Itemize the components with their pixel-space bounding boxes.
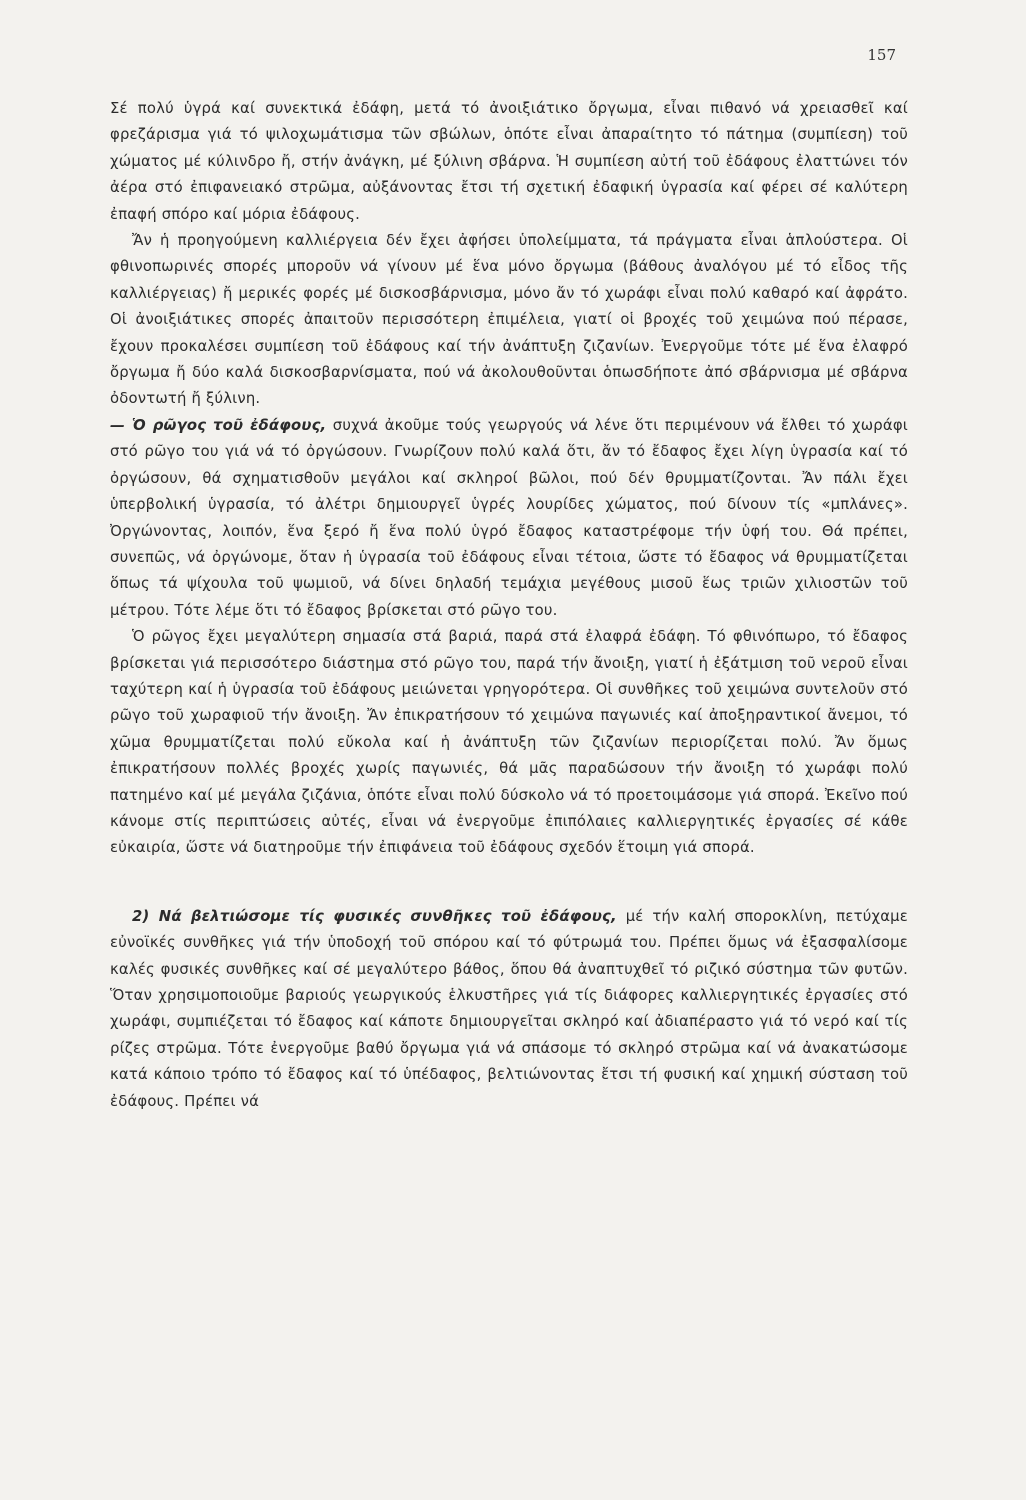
tilth-text: συχνά ἀκοῦμε τούς γεωργούς νά λένε ὅτι περιμένουν νά ἔλθει τό χωράφι στό ρῶγο του γιά νά τό ὀργώσουν. Γνωρίζουν πολύ καλά ὅτι, ἄν τό ἔδαφος ἔχει λίγη ὑγρασία καί τό ὀργώσουν, θά σχηματισθοῦν μεγάλοι καί σκληροί βῶλοι, πού δέν θρυμματίζονται. Ἄν πάλι ἔχει ὑπερβολική ὑγρασία, τό ἀλέτρι δημιουργεῖ ὑγρές λουρίδες χώματος, πού δίνουν τίς «μπλάνες». Ὀργώνοντας, λοιπόν, ἕνα ξερό ἤ ἕνα πολύ ὑγρό ἔδαφος καταστρέφομε τήν ὑφή του. Θά πρέπει, συνεπῶς, νά ὀργώνομε, ὅταν ἡ ὑγρασία τοῦ ἐδάφους εἶναι τέτοια, ὥστε τό ἔδαφος νά θρυμματίζεται ὅπως τά ψίχουλα τοῦ ψωμιοῦ, νά δίνει δηλαδή τεμάχια μεγέθους μισοῦ ἕως τριῶν χιλιοστῶν τοῦ μέτρου. Τότε λέμε ὅτι τό ἔδαφος βρίσκεται στό ρῶγο του. bbox=[110, 416, 908, 619]
paragraph-physical-conditions bbox=[110, 904, 908, 1115]
tilth-heading: — Ὁ ρῶγος τοῦ ἐδάφους, bbox=[110, 416, 327, 434]
section-spacer bbox=[110, 862, 908, 904]
body-text bbox=[110, 96, 908, 1115]
physical-conditions-heading: 2) Νά βελτιώσομε τίς φυσικές συνθῆκες τοῦ ἐδάφους, bbox=[132, 907, 617, 925]
paragraph-soil-tilth bbox=[110, 413, 908, 624]
page-number: 157 bbox=[867, 46, 896, 64]
physical-conditions-text: μέ τήν καλή σποροκλίνη, πετύχαμε εὐνοϊκές συνθῆκες γιά τήν ὑποδοχή τοῦ σπόρου καί τό φύτρωμά του. Πρέπει ὅμως νά ἐξασφαλίσομε καλές φυσικές συνθῆκες καί σέ μεγαλύτερο βάθος, ὅπου θά ἀναπτυχθεῖ τό ριζικό σύστημα τῶν φυτῶν. Ὅταν χρησιμοποιοῦμε βαριούς γεωργικούς ἑλκυστῆρες γιά τίς διάφορες καλλιεργητικές ἐργασίες στό χωράφι, συμπιέζεται τό ἔδαφος καί κάποτε δημιουργεῖται σκληρό καί ἀδιαπέραστο γιά τό νερό καί τίς ρίζες στρῶμα. Τότε ἐνεργοῦμε βαθύ ὄργωμα γιά νά σπάσομε τό σκληρό στρῶμα καί νά ἀνακατώσομε κατά κάποιο τρόπο τό ἔδαφος καί τό ὑπέδαφος, βελτιώνοντας ἔτσι τή φυσική καί χημική σύσταση τοῦ ἐδάφους. Πρέπει νά bbox=[110, 907, 908, 1110]
paragraph-tilth-seasons: Ὁ ρῶγος ἔχει μεγαλύτερη σημασία στά βαριά, παρά στά ἐλαφρά ἐδάφη. Τό φθινόπωρο, τό ἔδαφος βρίσκεται γιά περισσότερο διάστημα στό ρῶγο του, παρά τήν ἄνοιξη, γιατί ἡ ἐξάτμιση τοῦ νεροῦ εἶναι ταχύτερη καί ἡ ὑγρασία τοῦ ἐδάφους μειώνεται γρηγορότερα. Οἱ συνθῆκες τοῦ χειμώνα συντελοῦν στό ρῶγο τοῦ χωραφιοῦ τήν ἄνοιξη. Ἄν ἐπικρατήσουν τό χειμώνα παγωνιές καί ἀποξηραντικοί ἄνεμοι, τό χῶμα θρυμματίζεται πολύ εὔκολα καί ἡ ἀνάπτυξη τῶν ζιζανίων περιορίζεται πολύ. Ἄν ὅμως ἐπικρατήσουν πολλές βροχές χωρίς παγωνιές, θά μᾶς παραδώσουν τήν ἄνοιξη τό χωράφι πολύ πατημένο καί μέ μεγάλα ζιζάνια, ὁπότε εἶναι πολύ δύσκολο νά τό προετοιμάσομε γιά σπορά. Ἐκεῖνο πού κάνομε στίς περιπτώσεις αὐτές, εἶναι νά ἐνεργοῦμε ἐπιπόλαιες καλλιεργητικές ἐργασίες σέ κάθε εὐκαιρία, ὥστε νά διατηροῦμε τήν ἐπιφάνεια τοῦ ἐδάφους σχεδόν ἕτοιμη γιά σπορά. bbox=[110, 628, 908, 857]
paragraph-compaction: Σέ πολύ ὑγρά καί συνεκτικά ἐδάφη, μετά τό ἀνοιξιάτικο ὄργωμα, εἶναι πιθανό νά χρειασθεῖ καί φρεζάρισμα γιά τό ψιλοχωμάτισμα τῶν σβώλων, ὁπότε εἶναι ἀπαραίτητο τό πάτημα (συμπίεση) τοῦ χώματος μέ κύλινδρο ἤ, στήν ἀνάγκη, μέ ξύλινη σβάρνα. Ἡ συμπίεση αὐτή τοῦ ἐδάφους ἐλαττώνει τόν ἀέρα στό ἐπιφανειακό στρῶμα, αὐξάνοντας ἔτσι τή σχετική ἐδαφική ὑγρασία καί φέρει σέ καλύτερη ἐπαφή σπόρο καί μόρια ἐδάφους. bbox=[110, 100, 908, 223]
paragraph-previous-crop: Ἄν ἡ προηγούμενη καλλιέργεια δέν ἔχει ἀφήσει ὑπολείμματα, τά πράγματα εἶναι ἁπλούστερα. Οἱ φθινοπωρινές σπορές μποροῦν νά γίνουν μέ ἕνα μόνο ὄργωμα (βάθους ἀναλόγου μέ τό εἶδος τῆς καλλιέργειας) ἤ μερικές φορές μέ δισκοσβάρνισμα, μόνο ἄν τό χωράφι εἶναι πολύ καθαρό καί ἀφράτο. Οἱ ἀνοιξιάτικες σπορές ἀπαιτοῦν περισσότερη ἐπιμέλεια, γιατί οἱ βροχές τοῦ χειμώνα πού πέρασε, ἔχουν προκαλέσει συμπίεση τοῦ ἐδάφους καί τήν ἀνάπτυξη ζιζανίων. Ἐνεργοῦμε τότε μέ ἕνα ἐλαφρό ὄργωμα ἤ δύο καλά δισκοσβαρνίσματα, πού νά ἀκολουθοῦνται ὁπωσδήποτε ἀπό σβάρνισμα μέ σβάρνα ὀδοντωτή ἤ ξύλινη. bbox=[110, 232, 908, 408]
